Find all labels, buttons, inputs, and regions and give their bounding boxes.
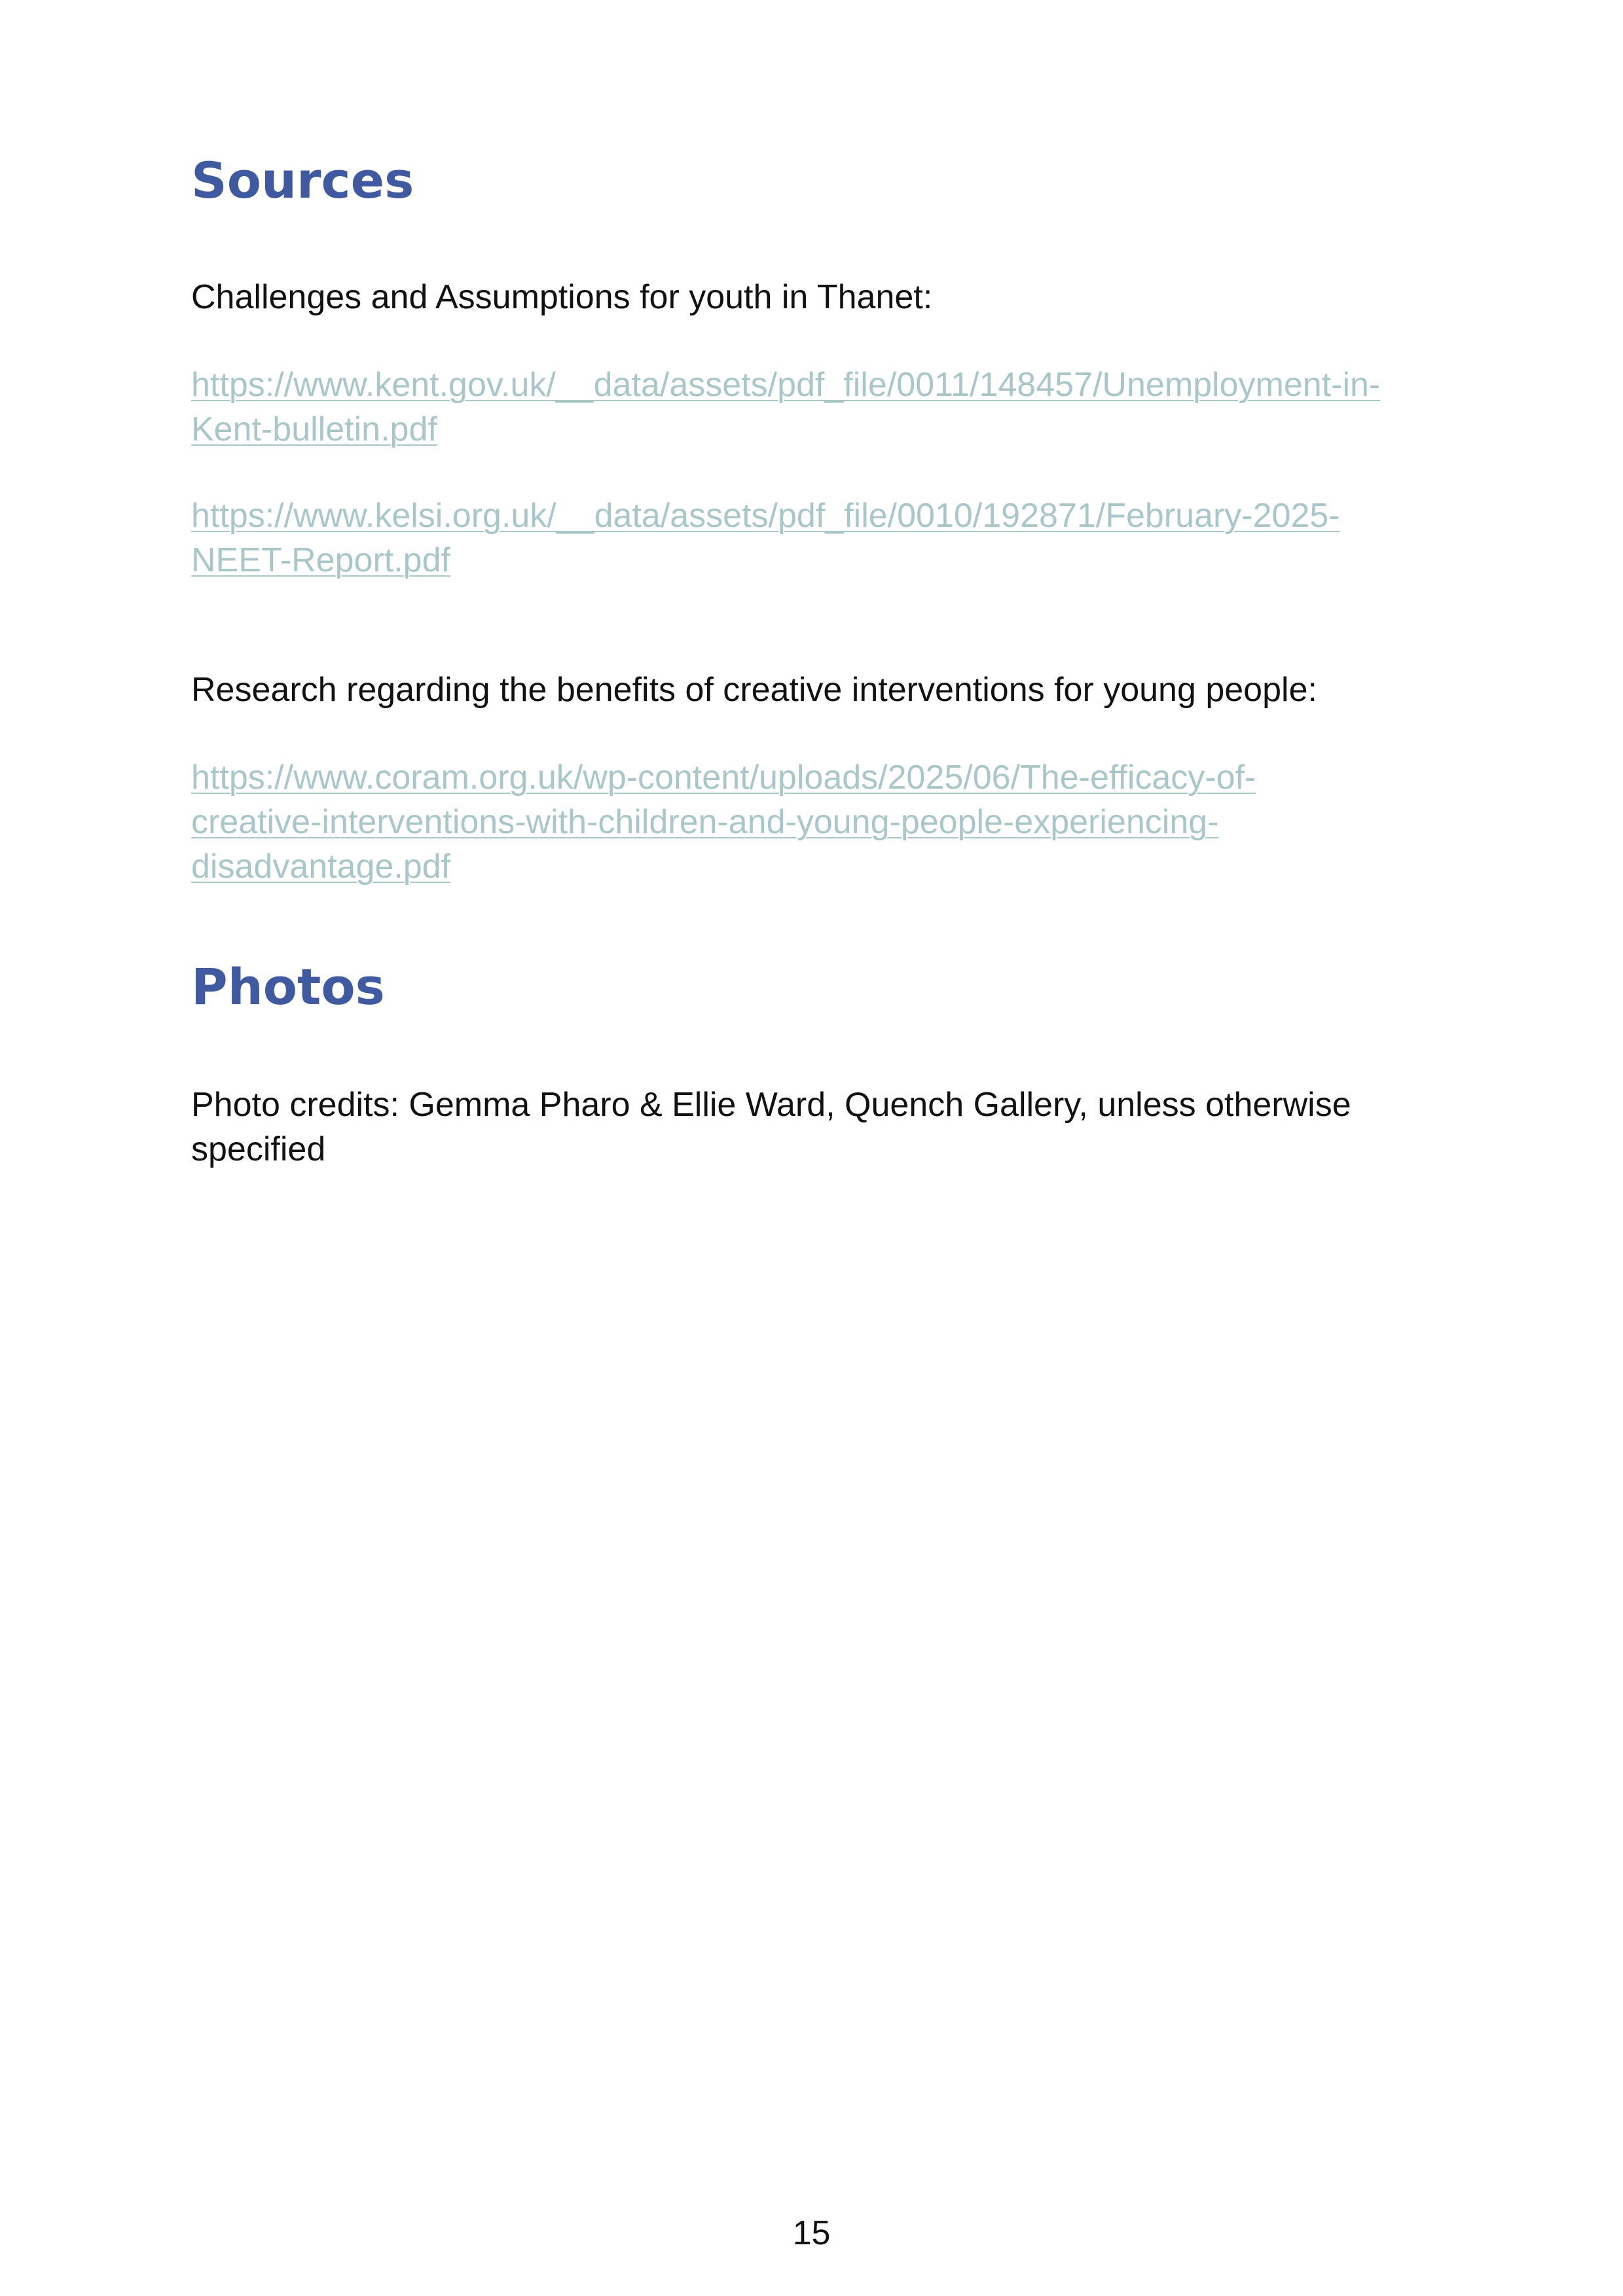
thanet-challenges-label: Challenges and Assumptions for youth in Thanet: bbox=[191, 278, 933, 316]
photos-heading: Photos bbox=[191, 958, 385, 1016]
creative-interventions-label: Research regarding the benefits of creative interventions for young people: bbox=[191, 671, 1317, 709]
kent-unemployment-link[interactable] bbox=[191, 363, 1468, 452]
kent-unemployment-link-line-1: https://www.kent.gov.uk/__data/assets/pdf_file/0011/148457/Unemployment-in- bbox=[191, 366, 1381, 404]
page-number: 15 bbox=[792, 2214, 831, 2252]
photo-credits-line-1: Photo credits: Gemma Pharo & Ellie Ward, Quench Gallery, unless otherwise bbox=[191, 1086, 1351, 1124]
kelsi-neet-report-link-line-1: https://www.kelsi.org.uk/__data/assets/pdf_file/0010/192871/February-2025- bbox=[191, 497, 1340, 535]
coram-efficacy-link[interactable] bbox=[191, 755, 1468, 889]
kelsi-neet-report-link[interactable] bbox=[191, 493, 1468, 583]
kent-unemployment-link-line-2: Kent-bulletin.pdf bbox=[191, 410, 437, 448]
coram-efficacy-link-line-3: disadvantage.pdf bbox=[191, 848, 451, 886]
photo-credits-line-2: specified bbox=[191, 1130, 326, 1168]
coram-efficacy-link-line-1: https://www.coram.org.uk/wp-content/uploads/2025/06/The-efficacy-of- bbox=[191, 759, 1256, 797]
coram-efficacy-link-line-2: creative-interventions-with-children-and-young-people-experiencing- bbox=[191, 803, 1219, 841]
sources-heading: Sources bbox=[191, 151, 414, 209]
kelsi-neet-report-link-line-2: NEET-Report.pdf bbox=[191, 541, 450, 579]
